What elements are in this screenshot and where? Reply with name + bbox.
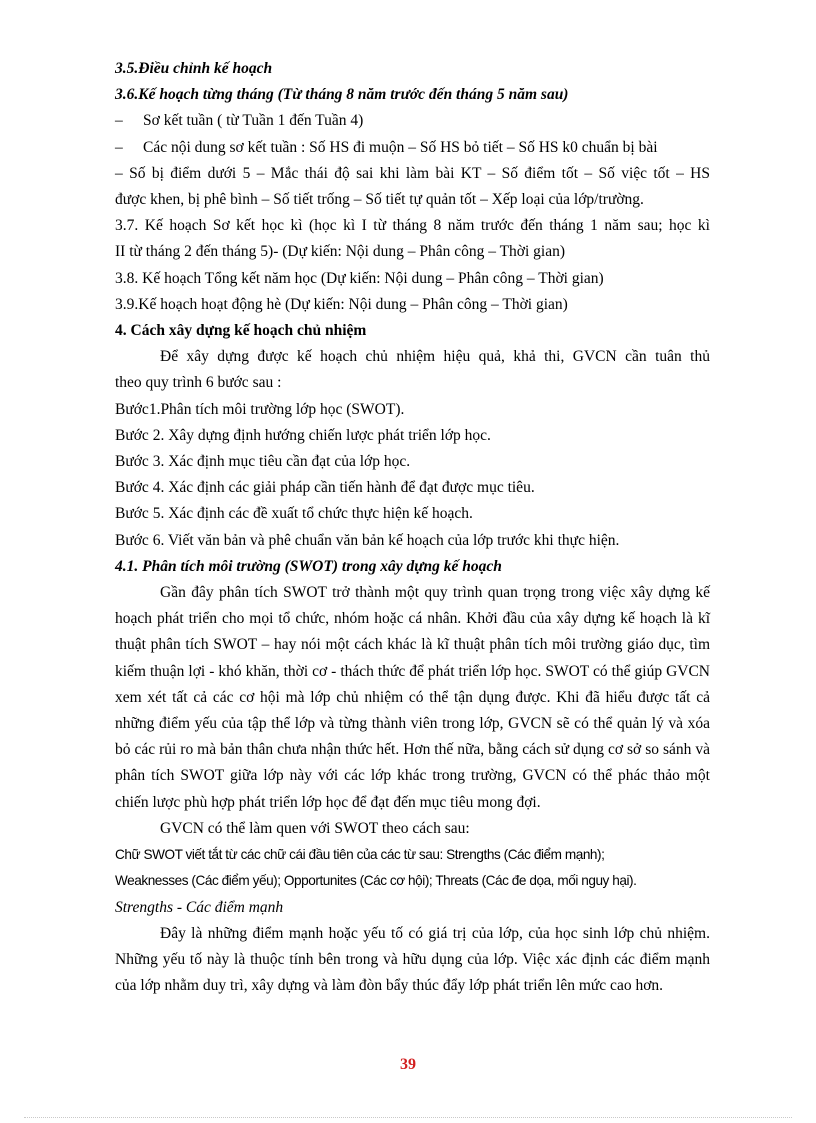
bullet-item bbox=[115, 135, 710, 161]
section-3-7-line: II từ tháng 2 đến tháng 5)- (Dự kiến: Nội dung – Phân công – Thời gian) bbox=[115, 243, 566, 261]
bullet-dash: – bbox=[115, 112, 123, 130]
bullet-dash: – bbox=[115, 138, 123, 156]
step-item: Bước1.Phân tích môi trường lớp học (SWOT). bbox=[115, 400, 405, 418]
step-item: Bước 2. Xây dựng định hướng chiến lược phát triển lớp học. bbox=[115, 426, 491, 444]
page-number: 39 bbox=[400, 1056, 416, 1073]
section-3-7-line: 3.7. Kế hoạch Sơ kết học kì (học kì I từ tháng 8 năm trước đến tháng 1 năm sau; học kì bbox=[115, 217, 710, 235]
paragraph-swot-intro: GVCN có thể làm quen với SWOT theo cách sau: bbox=[160, 819, 470, 837]
swot-definition-line: Weaknesses (Các điểm yếu); Opportunites (Các cơ hội); Threats (Các đe dọa, mối nguy hại). bbox=[115, 873, 637, 889]
heading-3-5: 3.5.Điều chỉnh kế hoạch bbox=[115, 60, 273, 77]
step-item: Bước 6. Viết văn bản và phê chuẩn văn bản kế hoạch của lớp trước khi thực hiện. bbox=[115, 531, 620, 549]
bullet-text: Các nội dung sơ kết tuần : Số HS đi muộn – Số HS bỏ tiết – Số HS k0 chuẩn bị bài bbox=[143, 138, 658, 156]
heading-3-6: 3.6.Kế hoạch từng tháng (Từ tháng 8 năm trước đến tháng 5 năm sau) bbox=[115, 86, 569, 104]
swot-definition-line: Chữ SWOT viết tắt từ các chữ cái đầu tiên của các từ sau: Strengths (Các điểm mạnh); bbox=[115, 847, 605, 863]
strengths-paragraph-block bbox=[115, 921, 710, 1000]
swot-paragraph-block bbox=[115, 580, 710, 842]
heading-4-1: 4.1. Phân tích môi trường (SWOT) trong xây dựng kế hoạch bbox=[115, 557, 502, 575]
paragraph-strengths: Đây là những điểm mạnh hoặc yếu tố có giá trị của lớp, của học sinh lớp chủ nhiệm. Những yếu tố này là thuộc tính bên trong và hữu dụng của lớp. Việc xác định các điểm mạnh của lớp nhằm duy trì, xây dựng và làm đòn bẩy thúc đẩy lớp phát triển lên mức cao hơn. bbox=[115, 924, 710, 995]
strengths-heading: Strengths - Các điểm mạnh bbox=[115, 898, 284, 916]
paragraph-4-line: Để xây dựng được kế hoạch chủ nhiệm hiệu quả, khả thi, GVCN cần tuân thủ bbox=[160, 348, 710, 366]
step-item: Bước 3. Xác định mục tiêu cần đạt của lớp học. bbox=[115, 453, 411, 471]
bullet-continuation: – Số bị điểm dưới 5 – Mắc thái độ sai khi làm bài KT – Số điểm tốt – Số việc tốt – HS bbox=[115, 164, 710, 182]
step-item: Bước 4. Xác định các giải pháp cần tiến hành để đạt được mục tiêu. bbox=[115, 479, 535, 497]
paragraph-swot-analysis: Gần đây phân tích SWOT trở thành một quy trình quan trọng trong việc xây dựng kế hoạch phát triển cho mọi tổ chức, nhóm hoặc cá nhân. Khởi đầu của xây dựng kế hoạch là kĩ thuật phân tích SWOT – hay nói một cách khác là kĩ thuật phân tích môi trường giáo dục, tìm kiếm thuận lợi - khó khăn, thời cơ - thách thức để phát triển lớp học. SWOT có thể giúp GVCN xem xét tất cả các cơ hội mà lớp chủ nhiệm có thể tận dụng được. Khi đã hiểu được tất cả những điểm yếu của tập thể lớp và từng thành viên trong lớp, GVCN sẽ có thể quản lý và xóa bỏ các rủi ro mà bản thân chưa nhận thức hết. Hơn thế nữa, bằng cách sử dụng cơ sở so sánh và phân tích SWOT giữa lớp này với các lớp khác trong trường, GVCN có thể phác thảo một chiến lược phù hợp phát triển lớp học để đạt đến mục tiêu mong đợi. bbox=[115, 584, 710, 811]
document-page bbox=[115, 56, 710, 999]
bullet-continuation: được khen, bị phê bình – Số tiết trống – Số tiết tự quản tốt – Xếp loại của lớp/trường. bbox=[115, 191, 644, 209]
paragraph-4-line: theo quy trình 6 bước sau : bbox=[115, 374, 282, 392]
footer-divider bbox=[24, 1117, 792, 1118]
bullet-text: Sơ kết tuần ( từ Tuần 1 đến Tuần 4) bbox=[143, 112, 364, 130]
bullet-item bbox=[115, 108, 710, 134]
section-3-9: 3.9.Kế hoạch hoạt động hè (Dự kiến: Nội dung – Phân công – Thời gian) bbox=[115, 295, 568, 313]
heading-4: 4. Cách xây dựng kế hoạch chủ nhiệm bbox=[115, 322, 367, 340]
section-3-8: 3.8. Kế hoạch Tổng kết năm học (Dự kiến: Nội dung – Phân công – Thời gian) bbox=[115, 269, 604, 287]
step-item: Bước 5. Xác định các đề xuất tổ chức thực hiện kế hoạch. bbox=[115, 505, 473, 523]
